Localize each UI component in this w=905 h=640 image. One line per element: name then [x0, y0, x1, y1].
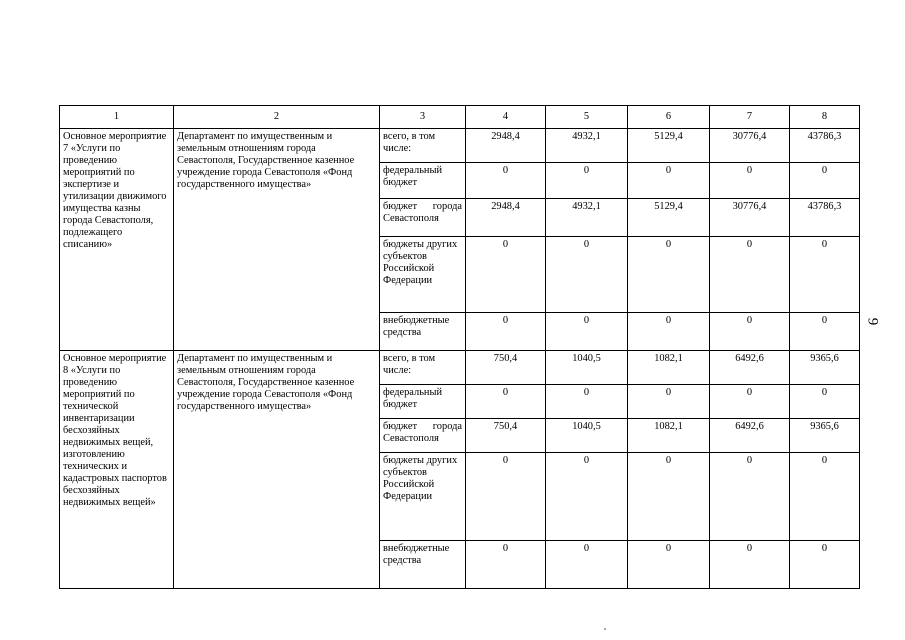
- activity-cell: Основное мероприятие 7 «Услуги по проведению мероприятий по экспертизе и утилизации движимого имущества казны города Севастополя, подлежащего списанию»: [60, 129, 174, 351]
- value-cell: 0: [710, 453, 790, 541]
- value-cell: 5129,4: [628, 129, 710, 163]
- value-cell: 5129,4: [628, 199, 710, 237]
- value-cell: 0: [628, 163, 710, 199]
- source-cell: внебюджетные средства: [380, 541, 466, 589]
- header-cell-6: 6: [628, 106, 710, 129]
- value-cell: 0: [546, 313, 628, 351]
- value-cell: 0: [628, 385, 710, 419]
- header-row: [60, 106, 860, 129]
- value-cell: 30776,4: [710, 199, 790, 237]
- value-cell: 1082,1: [628, 419, 710, 453]
- source-cell: бюджет города Севастополя: [380, 199, 466, 237]
- value-cell: 0: [628, 237, 710, 313]
- value-cell: 43786,3: [790, 129, 860, 163]
- value-cell: 0: [628, 541, 710, 589]
- value-cell: 0: [628, 313, 710, 351]
- value-cell: 0: [546, 541, 628, 589]
- value-cell: 750,4: [466, 419, 546, 453]
- header-cell-5: 5: [546, 106, 628, 129]
- value-cell: 0: [790, 541, 860, 589]
- table-row: [60, 351, 860, 385]
- value-cell: 0: [546, 385, 628, 419]
- header-cell-2: 2: [174, 106, 380, 129]
- value-cell: 0: [790, 313, 860, 351]
- value-cell: 0: [546, 163, 628, 199]
- executor-cell: Департамент по имущественным и земельным отношениям города Севастополя, Государственное казенное учреждение города Севастополя «Фонд государственного имущества»: [174, 129, 380, 351]
- header-cell-3: 3: [380, 106, 466, 129]
- activity-cell: Основное мероприятие 8 «Услуги по проведению мероприятий по технической инвентаризации бесхозяйных недвижимых вещей, изготовлению технических и кадастровых паспортов бесхозяйных недвижимых вещей»: [60, 351, 174, 589]
- page-number: 9: [864, 317, 881, 326]
- value-cell: 43786,3: [790, 199, 860, 237]
- value-cell: 0: [710, 237, 790, 313]
- value-cell: 30776,4: [710, 129, 790, 163]
- source-cell: внебюджетные средства: [380, 313, 466, 351]
- header-cell-4: 4: [466, 106, 546, 129]
- source-cell: всего, в том числе:: [380, 351, 466, 385]
- value-cell: 0: [790, 453, 860, 541]
- scan-speck: [604, 628, 606, 630]
- value-cell: 750,4: [466, 351, 546, 385]
- value-cell: 2948,4: [466, 199, 546, 237]
- value-cell: 0: [466, 237, 546, 313]
- executor-cell: Департамент по имущественным и земельным отношениям города Севастополя, Государственное казенное учреждение города Севастополя «Фонд государственного имущества»: [174, 351, 380, 589]
- source-cell: бюджеты других субъектов Российской Федерации: [380, 237, 466, 313]
- value-cell: 1082,1: [628, 351, 710, 385]
- value-cell: 1040,5: [546, 351, 628, 385]
- header-cell-1: 1: [60, 106, 174, 129]
- value-cell: 0: [466, 385, 546, 419]
- header-cell-7: 7: [710, 106, 790, 129]
- value-cell: 6492,6: [710, 419, 790, 453]
- value-cell: 0: [546, 453, 628, 541]
- value-cell: 0: [628, 453, 710, 541]
- value-cell: 1040,5: [546, 419, 628, 453]
- source-cell: федеральный бюджет: [380, 163, 466, 199]
- value-cell: 0: [710, 385, 790, 419]
- value-cell: 0: [790, 163, 860, 199]
- value-cell: 9365,6: [790, 351, 860, 385]
- value-cell: 0: [710, 541, 790, 589]
- value-cell: 2948,4: [466, 129, 546, 163]
- value-cell: 0: [466, 541, 546, 589]
- value-cell: 0: [466, 313, 546, 351]
- budget-table: [59, 105, 860, 589]
- source-cell: всего, в том числе:: [380, 129, 466, 163]
- value-cell: 9365,6: [790, 419, 860, 453]
- table-row: [60, 129, 860, 163]
- header-cell-8: 8: [790, 106, 860, 129]
- value-cell: 0: [466, 163, 546, 199]
- source-cell: бюджет города Севастополя: [380, 419, 466, 453]
- value-cell: 4932,1: [546, 129, 628, 163]
- value-cell: 0: [790, 237, 860, 313]
- source-cell: бюджеты других субъектов Российской Федерации: [380, 453, 466, 541]
- value-cell: 4932,1: [546, 199, 628, 237]
- value-cell: 0: [790, 385, 860, 419]
- source-cell: федеральный бюджет: [380, 385, 466, 419]
- value-cell: 0: [546, 237, 628, 313]
- value-cell: 0: [710, 163, 790, 199]
- value-cell: 0: [466, 453, 546, 541]
- value-cell: 0: [710, 313, 790, 351]
- value-cell: 6492,6: [710, 351, 790, 385]
